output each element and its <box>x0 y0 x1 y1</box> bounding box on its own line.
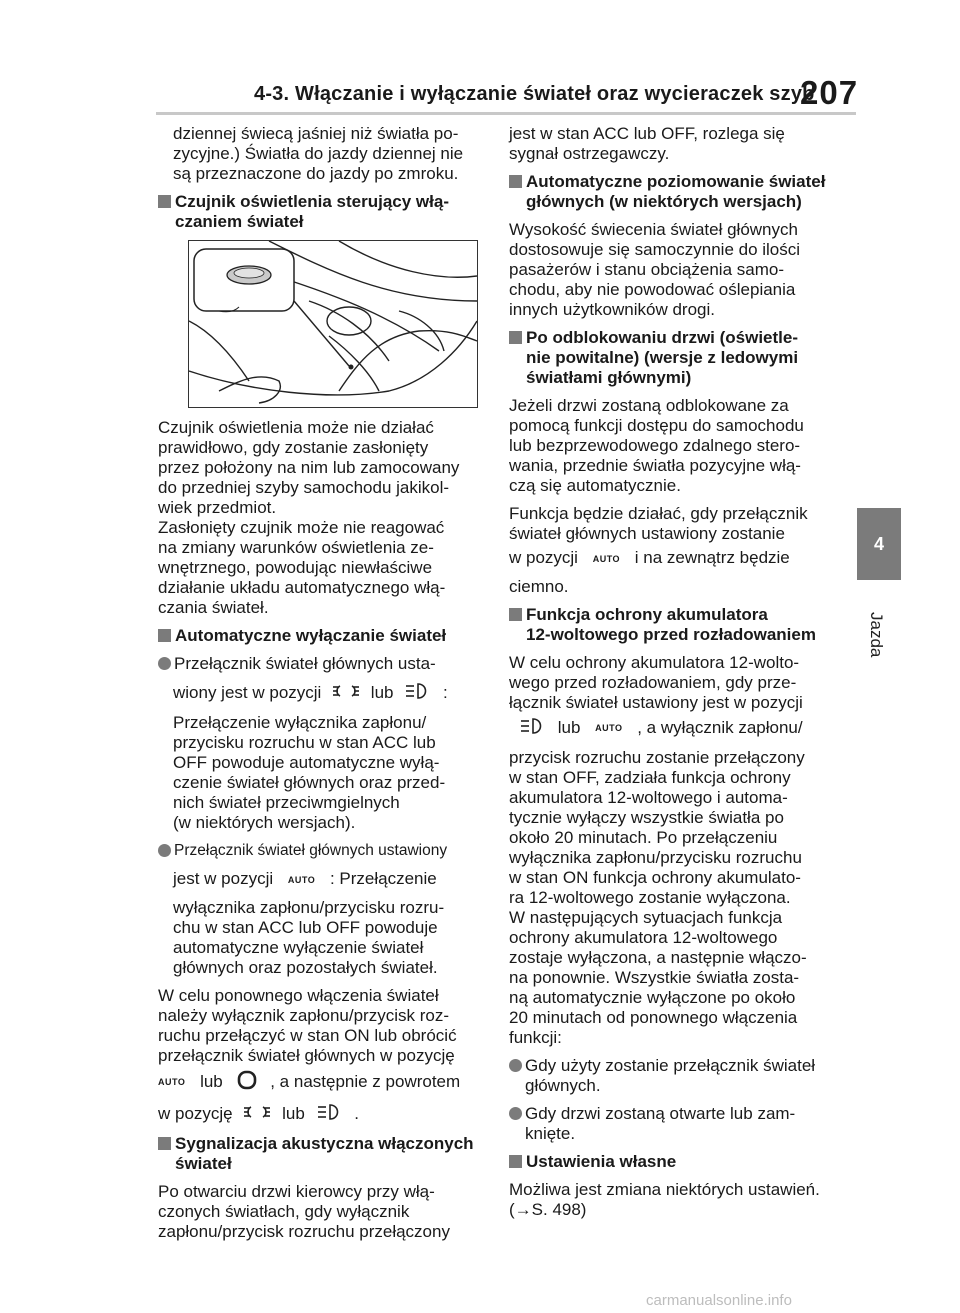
right-column <box>509 124 839 1228</box>
text-line: w pozycję lub . <box>158 1103 484 1126</box>
paragraph: W celu ponownego włączenia świateł należy wyłącznik zapłonu/przycisk roz- ruchu przełączyć w stan ON lub obrócić przełącznik świateł głównych w pozycję <box>158 985 457 1065</box>
section-heading: Czujnik oświetlenia sterujący włą- czaniem świateł <box>158 192 484 232</box>
headlights-icon <box>404 682 432 705</box>
paragraph: Wysokość świecenia świateł głównych dostosowuje się samoczynnie do ilości pasażerów i stanu obciążenia samo- chodu, aby nie powodować oślepiania innych użytkowników drogi. <box>509 220 801 319</box>
square-bullet-icon <box>158 629 171 642</box>
square-bullet-icon <box>509 331 522 344</box>
list-item-line: jest w pozycji AUTO : Przełączenie <box>173 869 437 888</box>
text-line: lub AUTO , a wyłącznik zapłonu/ <box>509 717 839 740</box>
text-line: AUTO lub , a następnie z powrotem <box>158 1070 484 1095</box>
list-item: Gdy użyty zostanie przełącznik świateł głównych. <box>509 1056 839 1096</box>
off-position-icon <box>234 1070 260 1095</box>
square-bullet-icon <box>509 608 522 621</box>
list-item: Przełącznik świateł głównych usta- <box>158 654 484 674</box>
round-bullet-icon <box>158 844 171 857</box>
watermark: carmanualsonline.info <box>646 1292 792 1309</box>
paragraph: Czujnik oświetlenia może nie działać prawidłowo, gdy zostanie zasłonięty przez położony na nim lub zamocowany do przedniej szyby samochodu jakikol- wiek przedmiot. Zasłonięty czujnik może nie reagować na zmiany warunków oświetlenia ze- wnętrznego, powodując niewłaściwe działanie układu automatycznego włą- czania świateł. <box>158 418 460 617</box>
paragraph: dziennej świecą jaśniej niż światła po- zycyjne.) Światła do jazdy dziennej nie są przeznaczone do jazdy po zmroku. <box>173 124 464 183</box>
list-item: Przełącznik świateł głównych ustawiony <box>158 841 484 861</box>
auto-mode-icon: AUTO <box>158 1077 186 1088</box>
dashboard-sensor-drawing <box>189 241 477 407</box>
square-bullet-icon <box>158 1137 171 1150</box>
paragraph: wyłącznika zapłonu/przycisku rozru- chu w stan ACC lub OFF powoduje automatyczne wyłączenie świateł głównych oraz pozostałych świateł. <box>173 897 445 977</box>
header-divider <box>156 112 856 115</box>
round-bullet-icon <box>509 1059 522 1072</box>
section-heading: Sygnalizacja akustyczna włączonych świateł <box>158 1134 484 1174</box>
paragraph: ciemno. <box>509 576 569 596</box>
chapter-tab: 4 <box>857 508 901 580</box>
paragraph: Po otwarciu drzwi kierowcy przy włą- czonych światłach, gdy wyłącznik zapłonu/przycisk rozruchu przełączony <box>158 1181 450 1241</box>
paragraph: Funkcja będzie działać, gdy przełącznik świateł głównych ustawiony zostanie <box>509 504 808 543</box>
square-bullet-icon <box>158 195 171 208</box>
section-title: 4-3. Włączanie i wyłączanie świateł oraz wycieraczek szyb <box>254 83 815 105</box>
round-bullet-icon <box>509 1107 522 1120</box>
headlights-icon <box>316 1103 344 1126</box>
paragraph: Możliwa jest zmiana niektórych ustawień. (→S. 498) <box>509 1179 820 1219</box>
left-column <box>158 124 484 1250</box>
section-heading: Automatyczne poziomowanie świateł głównych (w niektórych wersjach) <box>509 172 839 212</box>
text-line: w pozycji AUTO i na zewnątrz będzie <box>509 548 790 567</box>
tail-lights-icon <box>243 1104 271 1125</box>
auto-mode-icon: AUTO <box>595 723 623 734</box>
paragraph: Jeżeli drzwi zostaną odblokowane za pomocą funkcji dostępu do samochodu lub bezprzewodowego zdalnego stero- wania, przednie światła pozycyjne włą- czą się automatycznie. <box>509 396 804 495</box>
section-heading: Automatyczne wyłączanie świateł <box>158 626 484 646</box>
auto-mode-icon: AUTO <box>287 874 316 885</box>
list-item-line: wiony jest w pozycji lub : <box>158 682 484 705</box>
auto-mode-icon: AUTO <box>592 553 621 564</box>
section-heading: Ustawienia własne <box>509 1152 839 1172</box>
paragraph: Przełączenie wyłącznika zapłonu/ przycisku rozruchu w stan ACC lub OFF powoduje automatyczne wyłą- czenie świateł głównych oraz przed- nich świateł przeciwmgielnych (w niektórych wersjach). <box>173 713 446 832</box>
section-heading: Funkcja ochrony akumulatora 12-woltowego przed rozładowaniem <box>509 605 839 645</box>
chapter-label: Jazda <box>867 612 886 658</box>
round-bullet-icon <box>158 657 171 670</box>
light-sensor-illustration <box>188 240 478 408</box>
headlights-icon <box>519 717 547 740</box>
list-item: Gdy drzwi zostaną otwarte lub zam- knięte. <box>509 1104 839 1144</box>
section-heading: Po odblokowaniu drzwi (oświetle- nie powitalne) (wersje z ledowymi światłami głównymi) <box>509 328 839 388</box>
paragraph: przycisk rozruchu zostanie przełączony w stan OFF, zadziała funkcja ochrony akumulatora 12-woltowego i automa- tycznie wyłączy wszystkie światła po około 20 minutach. Po przełączeniu wyłącznika zapłonu/przycisku rozruchu w stan ON funkcja ochrony akumulato- ra 12-woltowego zostanie wyłączona. W następujących sytuacjach funkcja ochrony akumulatora 12-woltowego zostaje wyłączona, a następnie włączo- na ponownie. Wszystkie światła zosta- ną automatycznie wyłączone po około 20 minutach od ponownego włączenia funkcji: <box>509 747 807 1047</box>
tail-lights-icon <box>332 683 360 704</box>
page-number: 207 <box>800 74 859 111</box>
paragraph: W celu ochrony akumulatora 12-wolto- wego przed rozładowaniem, gdy prze- łącznik świateł ustawiony jest w pozycji <box>509 652 803 712</box>
paragraph: jest w stan ACC lub OFF, rozlega się sygnał ostrzegawczy. <box>509 124 785 163</box>
page-header <box>0 0 960 120</box>
square-bullet-icon <box>509 1155 522 1168</box>
square-bullet-icon <box>509 175 522 188</box>
